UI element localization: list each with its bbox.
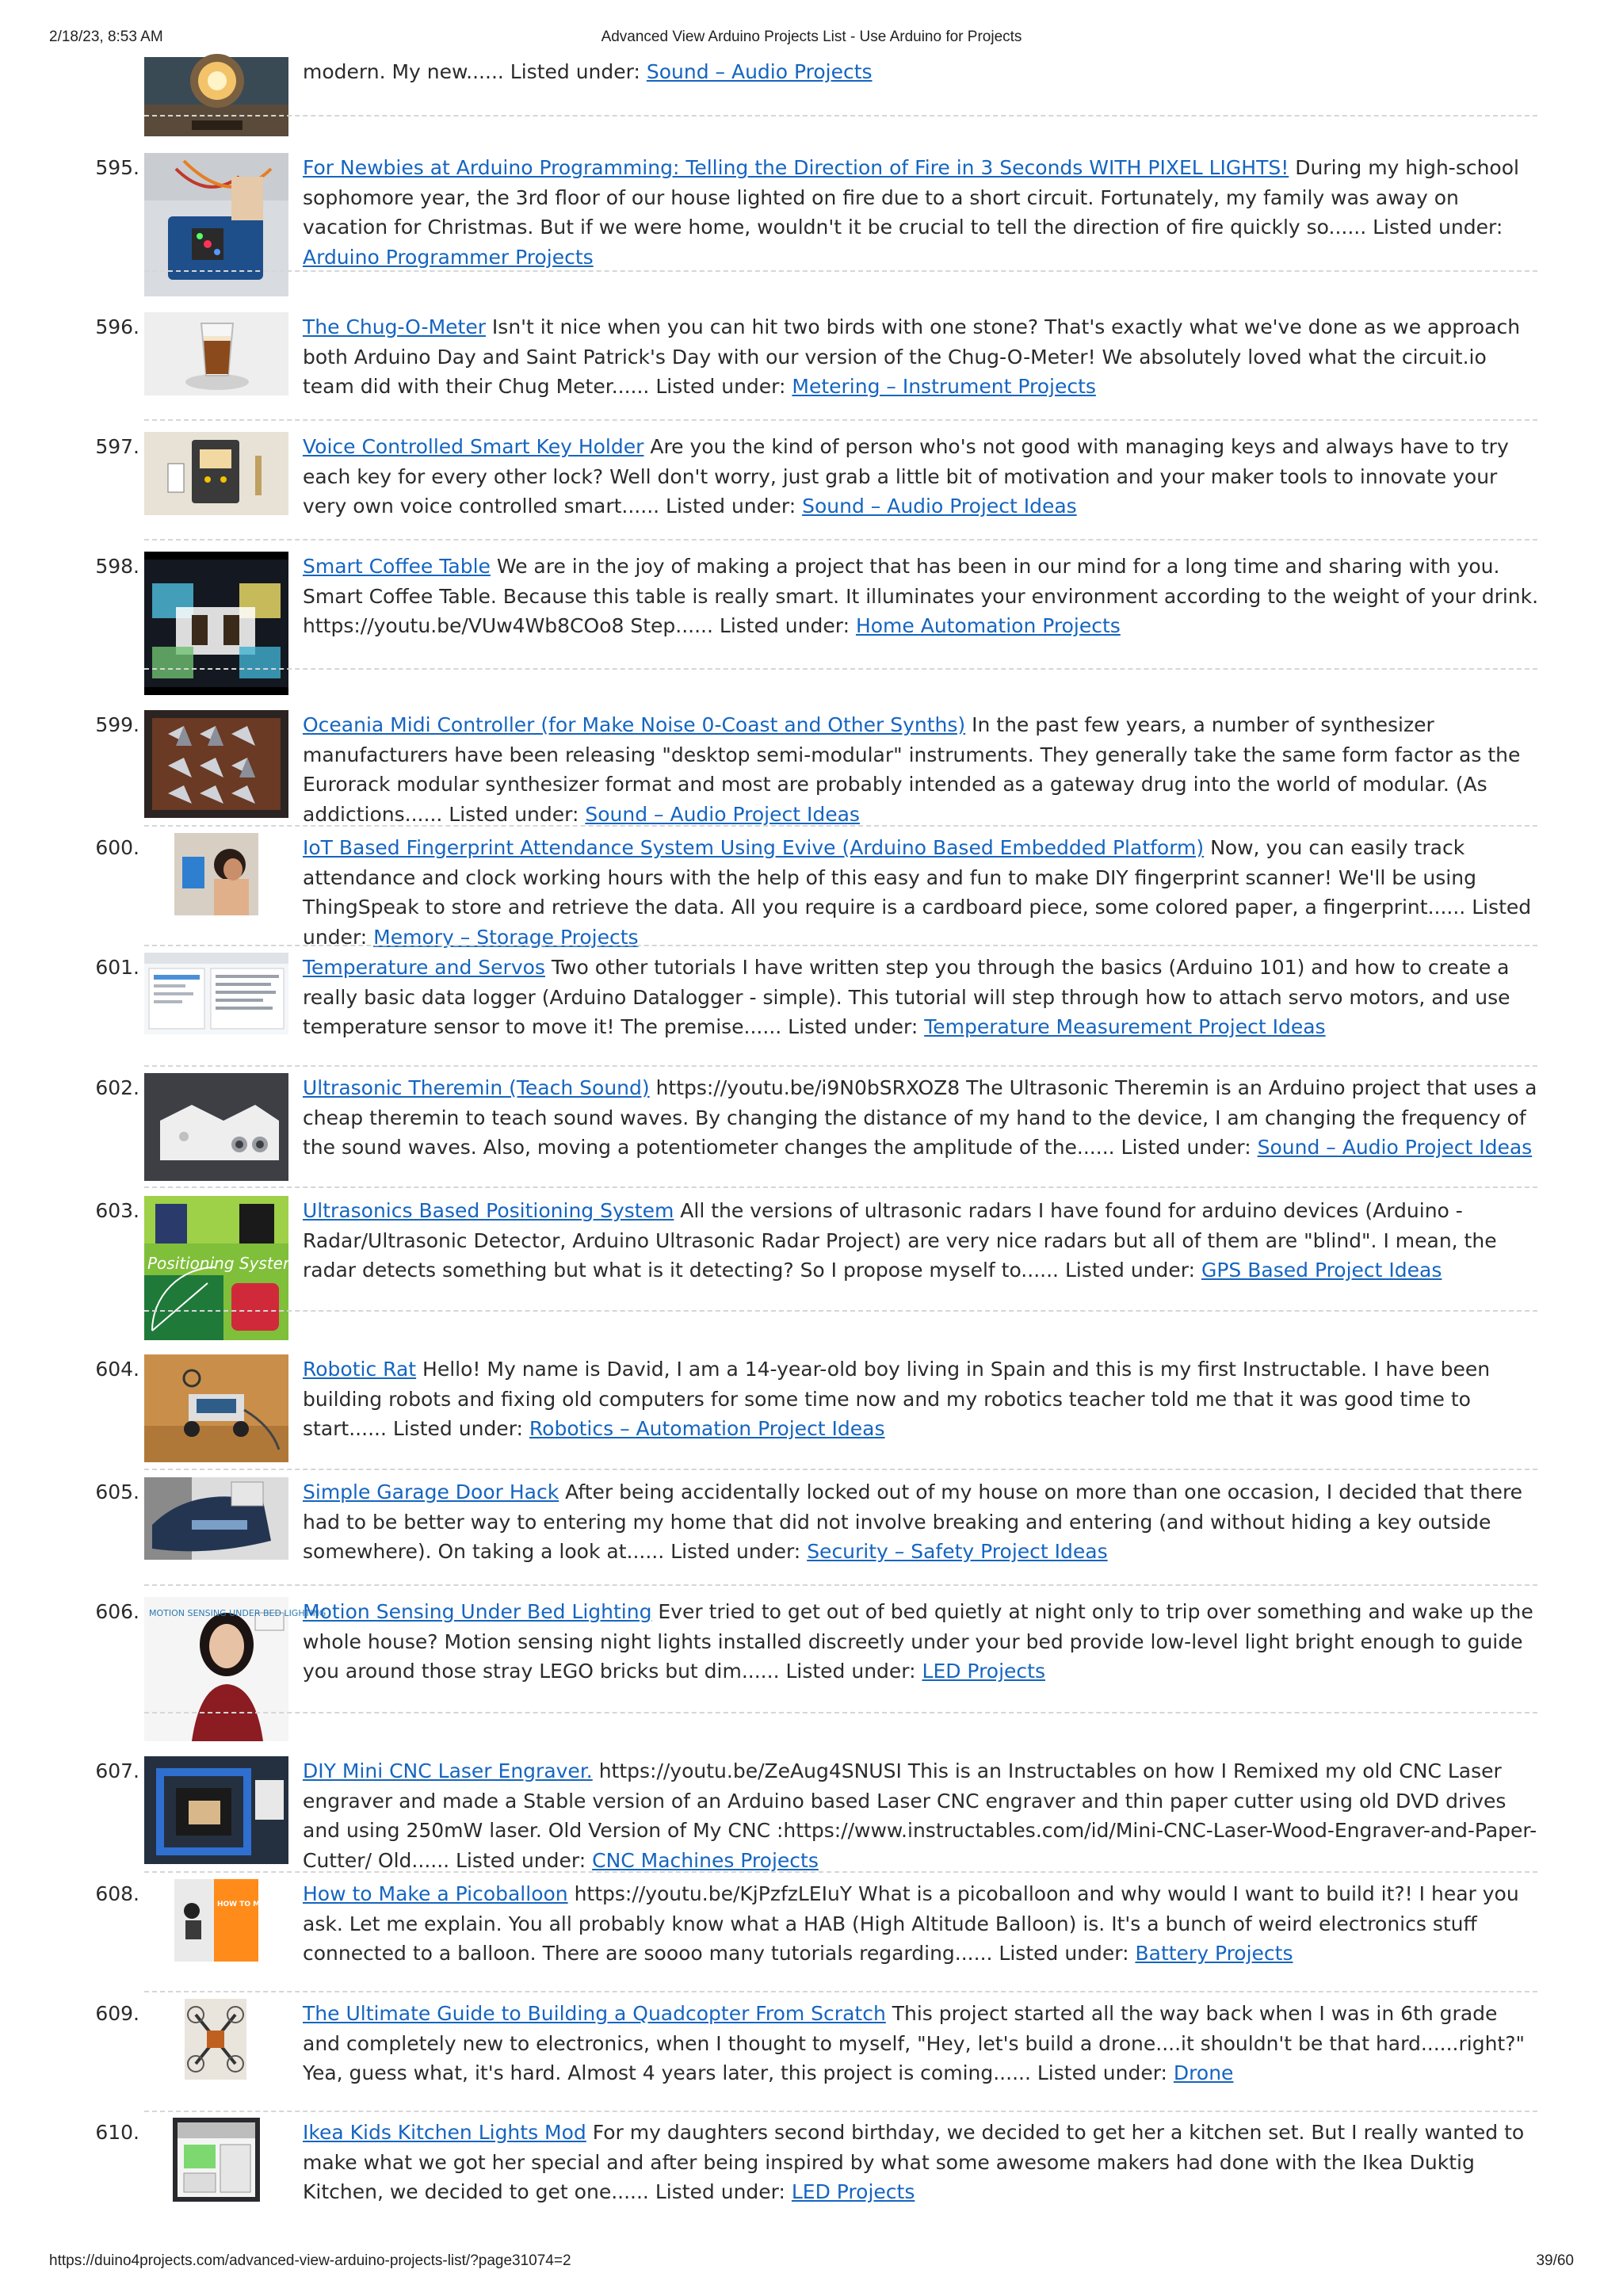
separator	[144, 1065, 1537, 1067]
entry-number: 604.	[95, 1358, 139, 1381]
project-title-link[interactable]: Simple Garage Door Hack	[303, 1480, 559, 1503]
separator	[144, 1469, 1537, 1470]
entry-number: 602.	[95, 1076, 139, 1099]
separator	[144, 1310, 1537, 1312]
entry-description: DIY Mini CNC Laser Engraver. https://youtu.be/ZeAug4SNUSI This is an Instructables on how I Remixed my old CNC Laser engraver and made a Stable version of an Arduino based Laser CNC engraver and thin paper cutter using old DVD drives and using 250mW laser. Old Version of My CNC :https://www.instructables.com/id/Mini-CNC-Laser-Wood-Engraver-and-Paper-Cutter/ Old...... Listed under: CNC Machines Projects	[303, 1759, 1537, 1872]
thumbnail-temperature-servos[interactable]	[144, 953, 288, 1034]
category-link[interactable]: Memory – Storage Projects	[373, 925, 639, 949]
separator	[144, 1991, 1537, 1992]
print-datetime: 2/18/23, 8:53 AM	[49, 29, 163, 45]
category-link[interactable]: Drone	[1173, 2061, 1234, 2084]
print-page-title: Advanced View Arduino Projects List - Use Arduino for Projects	[601, 29, 1022, 45]
entry-description: Oceania Midi Controller (for Make Noise 0-Coast and Other Synths) In the past few years, a number of synthesizer manufacturers have been releasing "desktop semi-modular" instruments. They generally take the same form factor as the Eurorack modular synthesizer format and most are probably intended as a gateway drug into the world of modular. (As addictions...... Listed under: Sound – Audio Project Ideas	[303, 713, 1521, 826]
separator	[144, 668, 1537, 670]
category-link[interactable]: Sound – Audio Project Ideas	[802, 495, 1077, 518]
category-link[interactable]: Battery Projects	[1135, 1942, 1293, 1965]
project-title-link[interactable]: Ultrasonic Theremin (Teach Sound)	[303, 1076, 650, 1099]
category-link[interactable]: Metering – Instrument Projects	[792, 375, 1096, 398]
thumbnail-kitchen-lights[interactable]	[173, 2118, 260, 2202]
project-title-link[interactable]: Motion Sensing Under Bed Lighting	[303, 1600, 652, 1623]
project-title-link[interactable]: Ikea Kids Kitchen Lights Mod	[303, 2121, 586, 2144]
category-link[interactable]: Sound – Audio Projects	[646, 60, 873, 83]
entry-description: How to Make a Picoballoon https://youtu.be/KjPzfzLEIuY What is a picoballoon and why would I want to build it?! I hear you ask. Let me explain. You all probably know what a HAB (High Altitude Balloon) is. It's a bunch of weird electronics stuff connected to a balloon. There are soooo many tutorials regarding...... Listed under: Battery Projects	[303, 1882, 1519, 1965]
separator	[144, 419, 1537, 421]
thumbnail-positioning-system[interactable]	[144, 1196, 299, 1340]
entry-description: IoT Based Fingerprint Attendance System Using Evive (Arduino Based Embedded Platform) Now, you can easily track attendance and clock working hours with the help of this easy and fun to make DIY fingerprint scanner! We'll be using ThingSpeak to store and retrieve the data. All you require is a cardboard piece, some colored paper, a fingerprint...... Listed under: Memory – Storage Projects	[303, 836, 1532, 949]
entry-description: modern. My new...... Listed under: Sound – Audio Projects	[303, 60, 873, 83]
category-link[interactable]: CNC Machines Projects	[592, 1848, 819, 1872]
separator	[144, 2111, 1537, 2112]
entry-description: Voice Controlled Smart Key Holder Are you the kind of person who's not good with managing keys and always have to try each key for every other lock? Well don't worry, just grab a little bit of motivation and your maker tools to innovate your very own voice controlled smart...... Listed under: Sound – Audio Project Ideas	[303, 435, 1509, 518]
entry-description: Simple Garage Door Hack After being accidentally locked out of my house on more than one occasion, I decided that there had to be better way to entering my home that did not involve breaking and entering (and without hiding a key outside somewhere). On taking a look at...... Listed under: Security – Safety Project Ideas	[303, 1480, 1523, 1563]
project-title-link[interactable]: Oceania Midi Controller (for Make Noise 0-Coast and Other Synths)	[303, 713, 966, 736]
project-title-link[interactable]: Robotic Rat	[303, 1358, 417, 1381]
entry-description: Temperature and Servos Two other tutorials I have written step you through the basics (Arduino 101) and how to create a really basic data logger (Arduino Datalogger - simple). This tutorial will step through how to attach servo motors, and use temperature sensor to move it! The premise...... Listed under: Temperature Measurement Project Ideas	[303, 956, 1510, 1038]
entry-number: 601.	[95, 956, 139, 979]
entry-description: Ultrasonics Based Positioning System All the versions of ultrasonic radars I have found for arduino devices (Arduino - Radar/Ultrasonic Detector, Arduino Ultrasonic Radar Project) are very nice radars but all of them are "blind". I mean, the radar detects something but what is it detecting? So I propose myself to...... Listed under: GPS Based Project Ideas	[303, 1199, 1497, 1282]
thumbnail-chug-o-meter[interactable]	[144, 312, 288, 395]
thumbnail-midi-controller[interactable]	[144, 710, 288, 818]
entry-number: 610.	[95, 2121, 139, 2144]
thumb-caption: MOTION SENSING UNDER BED LIGHTING	[149, 1608, 327, 1618]
category-link[interactable]: Robotics – Automation Project Ideas	[529, 1417, 885, 1440]
entry-description: Robotic Rat Hello! My name is David, I am a 14-year-old boy living in Spain and this is my first Instructable. I have been building robots and fixing old computers for some time now and my robotics teacher told me that it was good time to start...... Listed under: Robotics – Automation Project Ideas	[303, 1358, 1491, 1440]
project-title-link[interactable]: How to Make a Picoballoon	[303, 1882, 568, 1905]
category-link[interactable]: Home Automation Projects	[855, 614, 1121, 637]
category-link[interactable]: Sound – Audio Project Ideas	[585, 802, 860, 826]
entry-number: 596.	[95, 315, 139, 338]
thumbnail-ultrasonic-theremin[interactable]	[144, 1073, 288, 1181]
entry-number: 595.	[95, 156, 139, 179]
entry-description: Ultrasonic Theremin (Teach Sound) https://youtu.be/i9N0bSRXOZ8 The Ultrasonic Theremin is an Arduino project that uses a cheap theremin to teach sound waves. By changing the distance of my hand to the device, I am changing the frequency of the sound waves. Also, moving a potentiometer changes the amplitude of the...... Listed under: Sound – Audio Project Ideas	[303, 1076, 1537, 1159]
thumbnail-picoballoon[interactable]	[174, 1879, 344, 1962]
entry-number: 607.	[95, 1759, 139, 1782]
thumbnail-cnc-laser[interactable]	[144, 1756, 288, 1864]
separator	[144, 1871, 1537, 1873]
entry-description: The Chug-O-Meter Isn't it nice when you can hit two birds with one stone? That's exactly what we've done as we approach both Arduino Day and Saint Patrick's Day with our version of the Chug-O-Meter! We absolutely loved what the circuit.io team did with their Chug Meter...... Listed under: Metering – Instrument Projects	[303, 315, 1521, 398]
project-title-link[interactable]: Ultrasonics Based Positioning System	[303, 1199, 674, 1222]
thumbnail-under-bed-lighting[interactable]	[144, 1597, 327, 1741]
thumbnail-garage-door[interactable]	[144, 1477, 288, 1560]
entry-description: Ikea Kids Kitchen Lights Mod For my daughters second birthday, we decided to get her a kitchen set. But I really wanted to make what we got her special and after being inspired by what some awesome makers had done with the Ikea Duktig Kitchen, we decided to get one...... Listed under: LED Projects	[303, 2121, 1525, 2203]
thumbnail-quadcopter[interactable]	[185, 1999, 246, 2080]
project-title-link[interactable]: IoT Based Fingerprint Attendance System Using Evive (Arduino Based Embedded Platform)	[303, 836, 1205, 859]
entry-description: The Ultimate Guide to Building a Quadcopter From Scratch This project started all the way back when I was in 6th grade and completely new to electronics, when I thought to myself, "Hey, let's build a drone....it shouldn't be that hard......right?" Yea, guess what, it's hard. Almost 4 years later, this project is coming...... Listed under: Drone	[303, 2002, 1526, 2084]
category-link[interactable]: Sound – Audio Project Ideas	[1257, 1136, 1533, 1159]
entry-number: 605.	[95, 1480, 139, 1503]
category-link[interactable]: Security – Safety Project Ideas	[807, 1540, 1108, 1563]
separator	[144, 1712, 1537, 1713]
separator	[144, 1584, 1537, 1586]
project-title-link[interactable]: DIY Mini CNC Laser Engraver.	[303, 1759, 593, 1782]
thumbnail-pixel-lights[interactable]	[144, 153, 288, 296]
thumbnail-robotic-rat[interactable]	[144, 1354, 288, 1462]
entry-description: Smart Coffee Table We are in the joy of making a project that has been in our mind for a long time and sharing with you. Smart Coffee Table. Because this table is really smart. It illuminates your environment according to the weight of your drink. https://youtu.be/VUw4Wb8COo8 Step...... Listed under: Home Automation Projects	[303, 555, 1539, 637]
separator	[144, 115, 1537, 117]
print-header	[0, 29, 1623, 48]
entry-number: 597.	[95, 435, 139, 458]
print-footer	[0, 2252, 1623, 2271]
entry-number: 609.	[95, 2002, 139, 2025]
thumb-caption: Positioning System	[147, 1254, 299, 1273]
entry-description: Motion Sensing Under Bed Lighting Ever tried to get out of bed quietly at night only to trip over something and wake up the whole house? Motion sensing night lights installed discreetly under your bed provide low-level light bright enough to guide you around those stray LEGO bricks but dim...... Listed under: LED Projects	[303, 1600, 1533, 1683]
category-link[interactable]: LED Projects	[922, 1660, 1045, 1683]
entry-number: 606.	[95, 1600, 139, 1623]
entry-number: 599.	[95, 713, 139, 736]
entry-number: 603.	[95, 1199, 139, 1222]
project-title-link[interactable]: The Chug-O-Meter	[303, 315, 486, 338]
category-link[interactable]: LED Projects	[791, 2180, 915, 2203]
category-link[interactable]: Temperature Measurement Project Ideas	[924, 1015, 1326, 1038]
category-link[interactable]: GPS Based Project Ideas	[1201, 1259, 1442, 1282]
thumb-caption: HOW TO MAKE A PICOBALLOON	[217, 1901, 344, 1908]
separator	[144, 945, 1537, 946]
thumbnail-key-holder[interactable]	[144, 432, 288, 515]
entry-number: 608.	[95, 1882, 139, 1905]
entry-number: 600.	[95, 836, 139, 859]
entry-number: 598.	[95, 555, 139, 578]
project-title-link[interactable]: Voice Controlled Smart Key Holder	[303, 435, 644, 458]
page-number: 39/60	[1536, 2252, 1574, 2269]
separator	[144, 539, 1537, 541]
separator	[144, 825, 1537, 827]
category-link[interactable]: Arduino Programmer Projects	[303, 245, 594, 269]
project-title-link[interactable]: Temperature and Servos	[303, 956, 545, 979]
project-title-link[interactable]: For Newbies at Arduino Programming: Telling the Direction of Fire in 3 Seconds WITH PIXEL LIGHTS!	[303, 156, 1289, 179]
separator	[144, 270, 1537, 272]
thumbnail-fingerprint[interactable]	[174, 833, 258, 915]
project-title-link[interactable]: The Ultimate Guide to Building a Quadcopter From Scratch	[303, 2002, 886, 2025]
entry-description: For Newbies at Arduino Programming: Telling the Direction of Fire in 3 Seconds WITH PIXEL LIGHTS! During my high-school sophomore year, the 3rd floor of our house lighted on fire due to a short circuit. Fortunately, my family was away on vacation for Christmas. But if we were home, wouldn't it be crucial to tell the direction of fire quickly so...... Listed under: Arduino Programmer Projects	[303, 156, 1519, 269]
print-url: https://duino4projects.com/advanced-view-arduino-projects-list/?page31074=2	[49, 2252, 571, 2269]
thumbnail-smart-coffee-table[interactable]	[144, 552, 288, 695]
thumbnail-lamp[interactable]	[144, 57, 288, 136]
project-title-link[interactable]: Smart Coffee Table	[303, 555, 491, 578]
separator	[144, 1186, 1537, 1188]
